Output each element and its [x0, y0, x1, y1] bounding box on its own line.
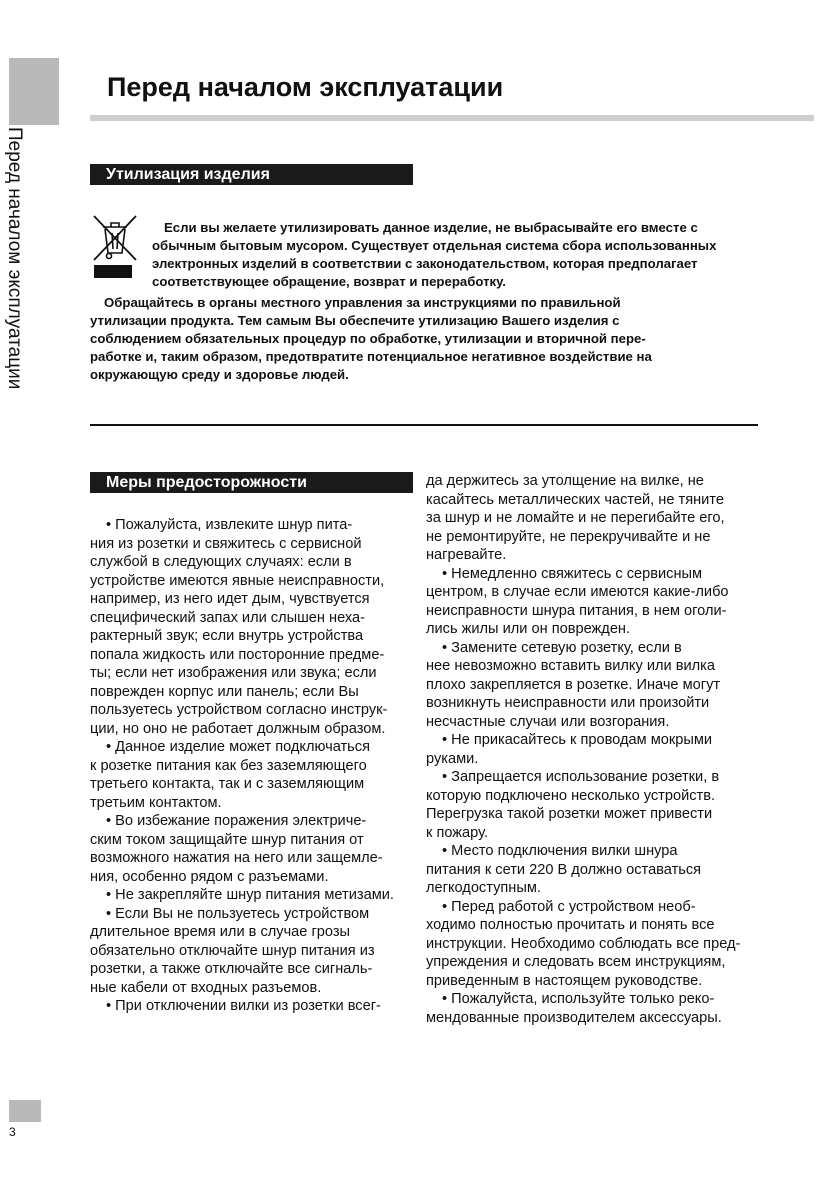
text-line: соответствующее обращение, возврат и переработку.	[152, 274, 506, 289]
precautions-left-column	[90, 516, 420, 1016]
precaution-line: • Перед работой с устройством необ-	[442, 898, 696, 915]
precaution-line: • Место подключения вилки шнура	[442, 843, 678, 859]
side-section-label: Перед началом эксплуатации	[4, 127, 25, 390]
precaution-line: инструкции. Необходимо соблюдать все пред-	[426, 935, 741, 952]
precaution-line: устройстве имеются явные неисправности,	[90, 572, 385, 589]
page-number: 3	[9, 1125, 16, 1139]
precaution-line: неисправности шнура питания, в нем оголи-	[426, 602, 727, 619]
section-header-disposal: Утилизация изделия	[90, 164, 413, 185]
text-line: обычным бытовым мусором. Существует отдельная система сбора использованных	[152, 238, 717, 253]
precaution-line: которую подключено несколько устройств.	[426, 787, 716, 804]
text-line: работке и, таким образом, предотвратите потенциальное негативное воздействие на	[90, 349, 652, 364]
precaution-line: несчастные случаи или возгорания.	[426, 713, 670, 730]
precaution-line: ния, особенно рядом с разъемами.	[90, 868, 329, 885]
bin-icon-bar	[94, 265, 132, 278]
precaution-line: ции, но оно не работает должным образом.	[90, 720, 386, 737]
precaution-line: • Не прикасайтесь к проводам мокрыми	[442, 732, 713, 748]
precaution-line: не ремонтируйте, не перекручивайте и не	[426, 528, 711, 545]
precaution-line: службой в следующих случаях: если в	[90, 554, 352, 570]
precaution-line: нее невозможно вставить вилку или вилка	[426, 658, 715, 674]
precaution-line: • Немедленно свяжитесь с сервисным	[442, 565, 703, 582]
precaution-line: к пожару.	[426, 824, 489, 841]
precaution-line: центром, в случае если имеются какие-либо	[426, 584, 729, 600]
precaution-line: обязательно отключайте шнур питания из	[90, 942, 375, 959]
precaution-line: ским током защищайте шнур питания от	[90, 831, 364, 848]
precaution-line: пользуетесь устройством согласно инструк-	[90, 702, 388, 718]
precaution-line: Перегрузка такой розетки может привести	[426, 806, 713, 822]
text-line: соблюдением обязательных процедур по обработке, утилизации и вторичной пере-	[90, 331, 646, 346]
section-divider	[90, 424, 758, 426]
text-line: окружающую среду и здоровье людей.	[90, 367, 349, 382]
precaution-line: третьего контакта, так и с заземляющим	[90, 776, 365, 792]
precaution-line: ходимо полностью прочитать и понять все	[426, 917, 715, 933]
precaution-line: например, из него идет дым, чувствуется	[90, 591, 370, 607]
side-tab-marker	[9, 58, 59, 125]
precaution-line: легкодоступным.	[426, 880, 541, 896]
precaution-line: • Пожалуйста, извлеките шнур пита-	[106, 517, 353, 533]
disposal-paragraph-1	[152, 219, 777, 291]
disposal-paragraph-2	[90, 294, 790, 384]
precaution-line: нагревайте.	[426, 547, 507, 563]
crossed-out-bin-icon	[91, 213, 139, 263]
section-header-precautions: Меры предосторожности	[90, 472, 413, 493]
precaution-line: к розетке питания как без заземляющего	[90, 757, 367, 774]
precaution-line: руками.	[426, 750, 479, 767]
title-underline	[90, 115, 814, 121]
precautions-right-column	[426, 472, 766, 1027]
precaution-line: мендованные производителем аксессуары.	[426, 1009, 722, 1026]
precaution-line: • Если Вы не пользуетесь устройством	[106, 905, 370, 922]
precaution-line: • Запрещается использование розетки, в	[442, 769, 720, 785]
precaution-line: рактерный звук; если внутрь устройства	[90, 628, 364, 644]
precaution-line: касайтесь металлических частей, не тяните	[426, 491, 724, 508]
precaution-line: длительное время или в случае грозы	[90, 924, 351, 940]
precaution-line: третьим контактом.	[90, 794, 222, 811]
precaution-line: да держитесь за утолщение на вилке, не	[426, 473, 704, 489]
text-line: электронных изделий в соответствии с законодательством, которая предполагает	[152, 256, 698, 271]
precaution-line: специфический запах или слышен неха-	[90, 609, 366, 626]
precaution-line: возникнуть неисправности или произойти	[426, 695, 710, 711]
precaution-line: розетки, а также отключайте все сигналь-	[90, 961, 373, 977]
precaution-line: • Не закрепляйте шнур питания метизами.	[106, 887, 394, 903]
text-line: Обращайтесь в органы местного управления за инструкциями по правильной	[104, 295, 621, 310]
precaution-line: • При отключении вилки из розетки всег-	[106, 998, 381, 1014]
page-title: Перед началом эксплуатации	[107, 72, 504, 102]
precaution-line: • Пожалуйста, используйте только реко-	[442, 991, 715, 1007]
precaution-line: ты; если нет изображения или звука; если	[90, 665, 377, 681]
precaution-line: возможного нажатия на него или защемле-	[90, 850, 383, 866]
precaution-line: • Во избежание поражения электриче-	[106, 813, 367, 829]
precaution-line: плохо закрепляется в розетке. Иначе могут	[426, 676, 721, 693]
precaution-line: за шнур и не ломайте и не перегибайте его,	[426, 510, 725, 526]
text-line: Если вы желаете утилизировать данное изделие, не выбрасывайте его вместе с	[164, 220, 698, 235]
precaution-line: • Замените сетевую розетку, если в	[442, 639, 682, 656]
precaution-line: приведенным в настоящем руководстве.	[426, 972, 703, 989]
precaution-line: • Данное изделие может подключаться	[106, 739, 370, 755]
precaution-line: лись жилы или он поврежден.	[426, 621, 631, 637]
precaution-line: ные кабели от входных разъемов.	[90, 979, 322, 996]
precaution-line: ния из розетки и свяжитесь с сервисной	[90, 535, 362, 552]
precaution-line: упреждения и следовать всем инструкциям,	[426, 954, 726, 970]
precaution-line: попала жидкость или посторонние предме-	[90, 646, 385, 663]
precaution-line: питания к сети 220 В должно оставаться	[426, 861, 702, 878]
page-number-marker	[9, 1100, 41, 1122]
precaution-line: поврежден корпус или панель; если Вы	[90, 683, 359, 700]
text-line: утилизации продукта. Тем самым Вы обеспечите утилизацию Вашего изделия с	[90, 313, 620, 328]
